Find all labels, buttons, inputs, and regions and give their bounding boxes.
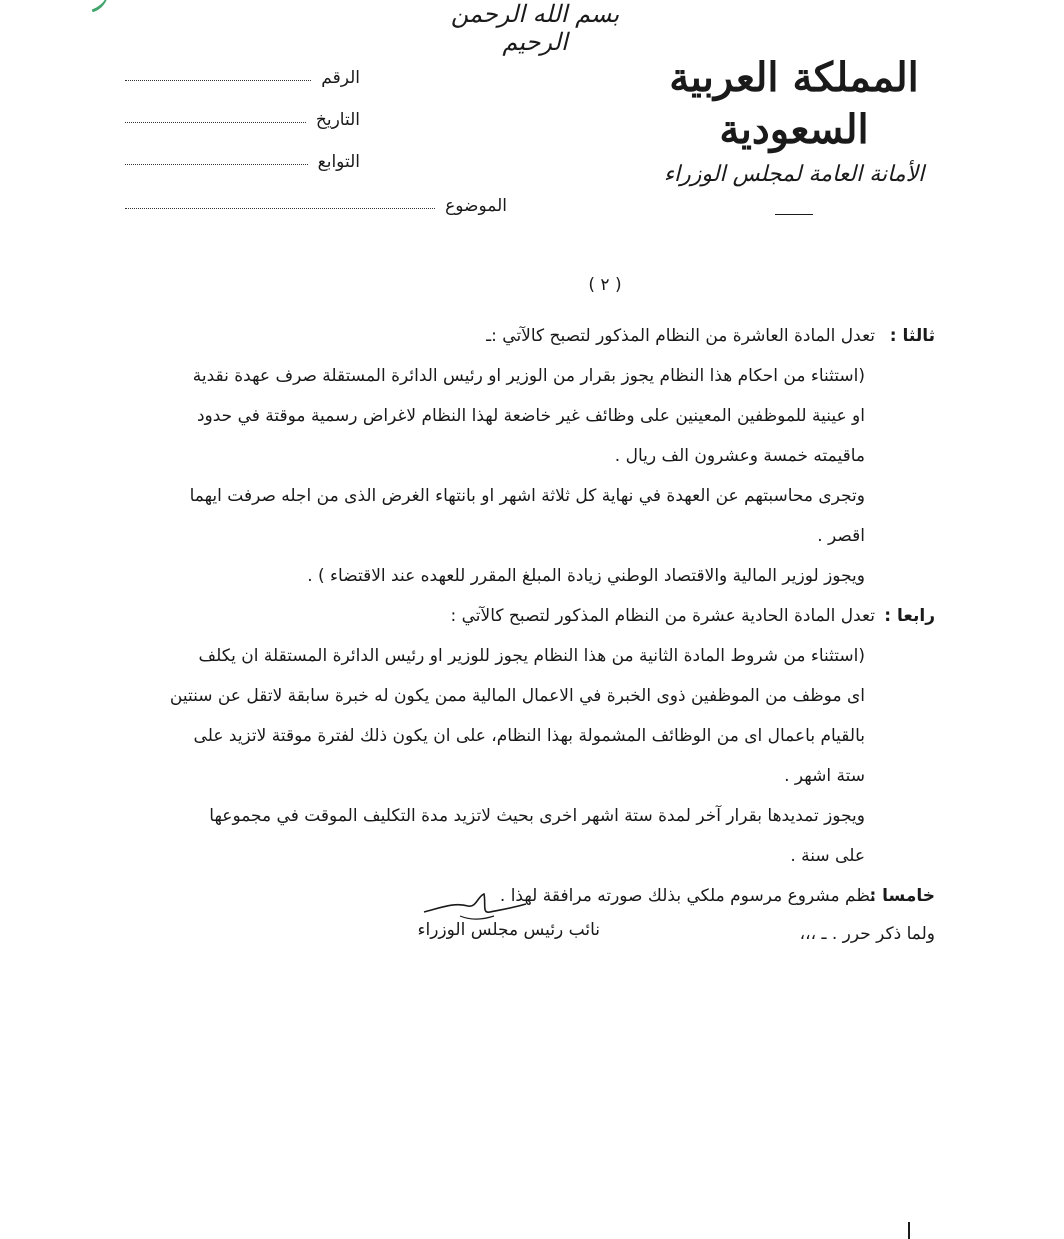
clause-third-line: (استثناء من احكام هذا النظام يجوز بقرار من الوزير او رئيس الدائرة المستقلة صرف عهدة نقدية: [192, 366, 865, 386]
basmala: بسم الله الرحمن الرحيم: [450, 0, 620, 56]
clause-fourth-heading: [120, 596, 935, 636]
secretariat-name: الأمانة العامة لمجلس الوزراء: [663, 162, 925, 187]
clause-fourth-line: اى موظف من الموظفين ذوى الخبرة في الاعمال المالية ممن يكون له خبرة سابقة لاتقل عن سنتين: [169, 686, 865, 706]
corner-ink-mark: [85, 0, 115, 12]
clause-third-line: او عينية للموظفين المعينين على وظائف غير خاضعة لهذا النظام لاغراض رسمية موقتة في حدود: [196, 406, 865, 426]
clause-fourth-line: على سنة .: [790, 846, 865, 866]
clause-fifth-label: خامسا :: [869, 886, 935, 906]
clause-fourth-line: (استثناء من شروط المادة الثانية من هذا النظام يجوز للوزير او رئيس الدائرة المستقلة ان يكلف: [198, 646, 865, 666]
clause-fourth-intro: تعدل المادة الحادية عشرة من النظام المذكور لتصبح كالآتي :: [450, 606, 875, 626]
signature-block: [340, 890, 600, 950]
attachments-field: [125, 146, 360, 172]
clause-third-label: ثالثا :: [889, 326, 935, 346]
clause-fourth-label: رابعا :: [884, 606, 935, 626]
date-label: التاريخ: [315, 110, 360, 130]
number-dots: [125, 80, 311, 81]
date-dots: [125, 122, 306, 123]
closing-phrase: ولما ذكر حرر . ـ ،،،: [799, 924, 935, 944]
clause-third-heading: [120, 316, 935, 356]
letterhead: [644, 52, 944, 215]
clause-third-line: ماقيمته خمسة وعشرون الف ريال .: [614, 446, 865, 466]
subject-dots: [125, 208, 435, 209]
subject-field: [125, 190, 507, 216]
signature-title: نائب رئيس مجلس الوزراء: [417, 920, 600, 940]
subject-label: الموضوع: [445, 196, 507, 216]
attachments-dots: [125, 164, 308, 165]
date-field: [125, 104, 360, 130]
clause-fifth-text: نظم مشروع مرسوم ملكي بذلك صورته مرافقة لهذا .: [499, 886, 875, 906]
attachments-label: التوابع: [317, 152, 360, 172]
clause-fourth-line: ستة اشهر .: [784, 766, 865, 786]
kingdom-name: المملكة العربية السعودية: [669, 54, 919, 153]
clause-third-line: اقصر .: [817, 526, 865, 546]
clause-fourth-line: ويجوز تمديدها بقرار آخر لمدة ستة اشهر اخرى بحيث لاتزيد مدة التكليف الموقت في مجموعها: [209, 806, 865, 826]
page-number: ( ٢ ): [588, 275, 622, 295]
clause-third-intro: تعدل المادة العاشرة من النظام المذكور لتصبح كالآتي :ـ: [486, 326, 875, 346]
margin-mark: [908, 1222, 910, 1239]
clause-third-line: وتجرى محاسبتهم عن العهدة في نهاية كل ثلاثة اشهر او بانتهاء الغرض الذى من اجله صرفت ايهما: [189, 486, 865, 506]
clause-fourth-line: بالقيام باعمال اى من الوظائف المشمولة بهذا النظام، على ان يكون ذلك لفترة موقتة لاتزيد على: [193, 726, 865, 746]
handwritten-signature: [420, 890, 530, 924]
number-field: [125, 62, 360, 88]
document-body: [120, 316, 935, 952]
letterhead-underline: [775, 214, 813, 215]
clause-third-line: ويجوز لوزير المالية والاقتصاد الوطني زيادة المبلغ المقرر للعهده عند الاقتضاء ) .: [307, 566, 865, 586]
number-label: الرقم: [321, 68, 360, 88]
